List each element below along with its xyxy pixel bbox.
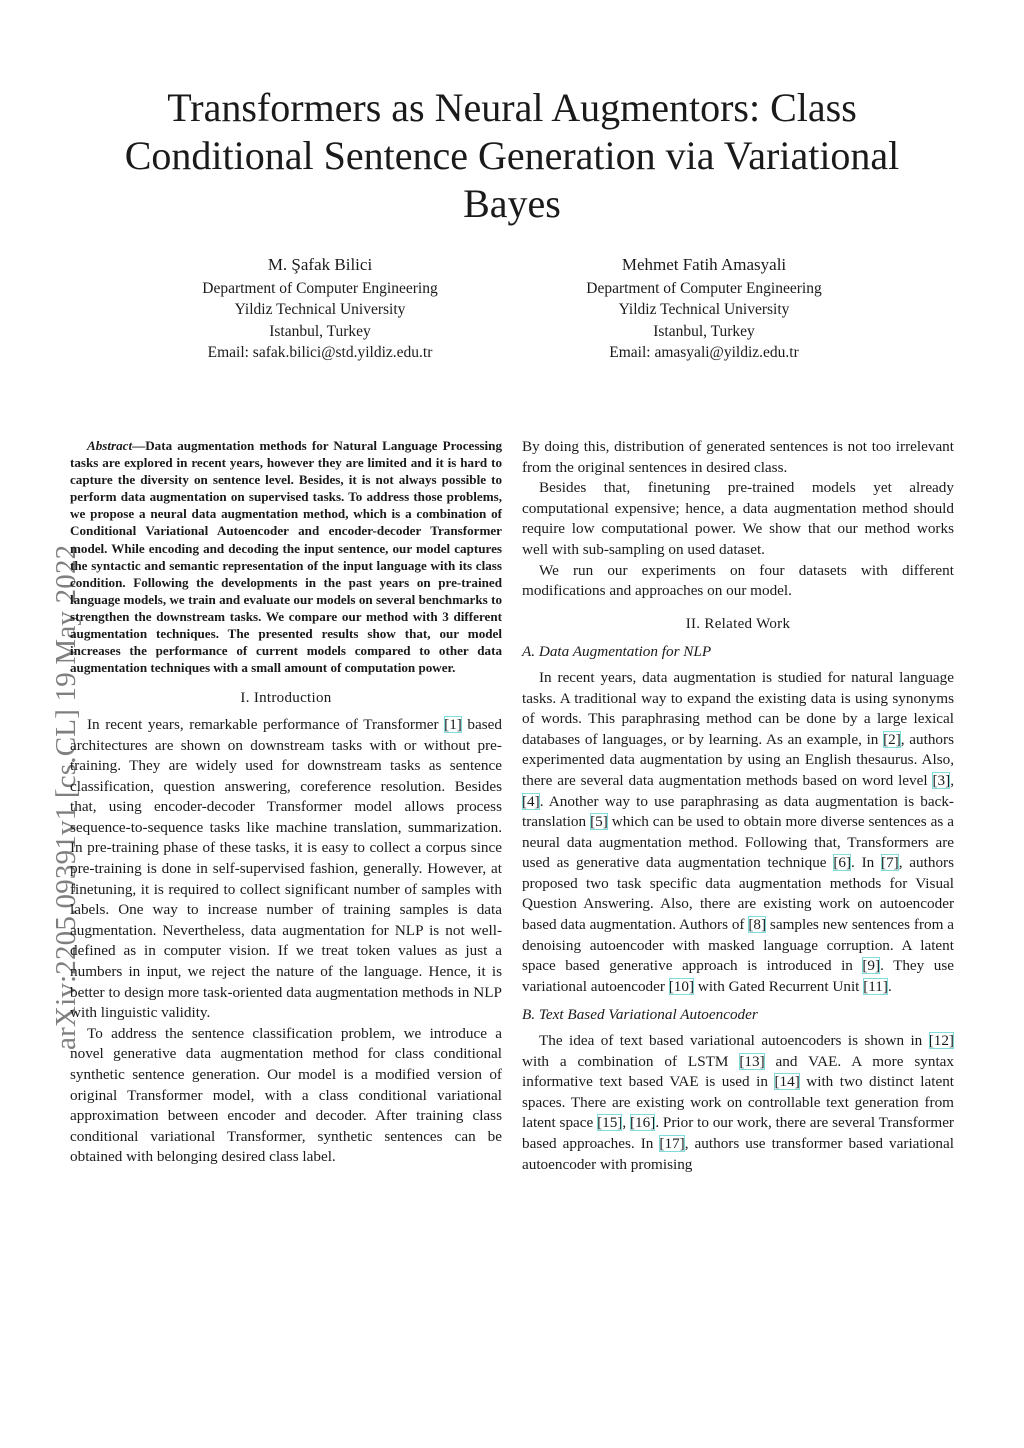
citation-link[interactable]: [7] (881, 854, 899, 872)
citation-link[interactable]: [3] (932, 771, 951, 789)
citation-link[interactable]: [10] (668, 977, 695, 995)
intro-paragraph-5: We run our experiments on four datasets with different modifications and approaches on our model. (522, 561, 954, 600)
author-email: Email: amasyali@yildiz.edu.tr (609, 344, 799, 361)
abstract (70, 437, 502, 676)
citation-link[interactable]: [5] (590, 813, 608, 831)
author-location: Istanbul, Turkey (653, 322, 755, 340)
related-work-paragraph-b: The idea of text based variational autoencoders is shown in [12] with a combination of LSTM [13] and VAE. A more syntax informative text based VAE is used in [14] with two distinct latent spaces. There are existing work on controllable text generation from latent space [15], [16]. Prior to our work, there are several Transformer based approaches. In [17], authors use transformer based variational autoencoder with promising (522, 1032, 955, 1173)
section-heading-introduction: I. Introduction (240, 690, 332, 707)
abstract-label: Abstract (87, 438, 133, 453)
arxiv-identifier-stamp: arXiv:2205.09391v1 [cs.CL] 19 May 2022 (50, 544, 82, 1050)
right-column (522, 437, 954, 1175)
citation-link[interactable]: [12] (928, 1032, 954, 1050)
author-university: Yildiz Technical University (234, 301, 406, 318)
citation-link[interactable]: [13] (739, 1052, 765, 1070)
intro-paragraph-3: By doing this, distribution of generated sentences is not too irrelevant from the original sentences in desired class. (522, 438, 954, 476)
intro-paragraph-4: Besides that, finetuning pre-trained models yet already computational expensive; hence, a data augmentation method should require low computational power. We show that our method works well with sub-sampling on used dataset. (522, 479, 954, 558)
author-name: Mehmet Fatih Amasyali (621, 255, 787, 274)
citation-link[interactable]: [17] (659, 1135, 685, 1152)
subsection-heading-text-vae: B. Text Based Variational Autoencoder (522, 1006, 758, 1024)
author-department: Department of Computer Engineering (586, 279, 822, 297)
citation-link[interactable]: [6] (833, 854, 852, 872)
intro-paragraph-1: In recent years, remarkable performance of Transformer [1] based architectures are shown on downstream tasks with or without pre-training. They are widely used for downstream tasks as sentence classification, question answering, coreference resolution. Besides that, using encoder-decoder Transformer model allows process sequence-to-sequence tasks like machine translation, summarization. In pre-training phase of these tasks, it is easy to collect a corpus since pre-training is done in self-supervised fashion, generally. However, at finetuning, it is required to collect significant number of samples with labels. One way to increase number of training samples is data augmentation. Nevertheless, data augmentation for NLP is not well-defined as in computer vision. If we treat token values as just a numbers in input, we reject the nature of the language. Hence, it is better to design more task-oriented data augmentation methods in NLP with linguistic validity. (70, 715, 502, 1022)
citation-link[interactable]: [2] (883, 730, 901, 748)
citation-link[interactable]: [16] (630, 1114, 656, 1132)
related-work-paragraph-a: In recent years, data augmentation is studied for natural language tasks. A traditional way to expand the existing data is using synonyms of words. This paraphrasing method can be done by a large lexical databases of languages, or by learning. As an example, in [2], authors experimented data augmentation by using an English thesaurus. Also, there are several data augmentation methods based on word level [3], [4]. Another way to use paraphrasing as data augmentation is back-translation [5] which can be used to obtain more diverse sentences as a neural data augmentation method. Following that, Transformers are used as generative data augmentation technique [6]. In [7], authors proposed two task specific data augmentation methods for Visual Question Answering. Also, there are existing work on autoencoder based data augmentation. Authors of [8] samples new sentences from a denoising autoencoder with masked language corruption. A latent space based generative approach is introduced in [9]. They use variational autoencoder [10] with Gated Recurrent Unit [11]. (522, 668, 955, 995)
citation-link[interactable]: [15] (597, 1114, 623, 1132)
section-heading-related-work: II. Related Work (685, 615, 791, 632)
author-university: Yildiz Technical University (618, 301, 790, 318)
citation-link[interactable]: [14] (774, 1073, 800, 1091)
author-block-2 (524, 254, 884, 364)
paper-title: Transformers as Neural Augmentors: Class Conditional Sentence Generation via Variational Bayes (124, 85, 900, 226)
author-location: Istanbul, Turkey (269, 322, 371, 340)
citation-link[interactable]: [9] (862, 957, 881, 975)
author-block-1 (140, 254, 500, 364)
citation-link[interactable]: [11] (863, 977, 888, 995)
author-name: M. Şafak Bilici (267, 255, 373, 274)
subsection-heading-data-augmentation: A. Data Augmentation for NLP (522, 643, 712, 661)
author-email: Email: safak.bilici@std.yildiz.edu.tr (207, 344, 433, 361)
citation-link[interactable]: [4] (522, 792, 540, 810)
author-department: Department of Computer Engineering (202, 279, 438, 297)
intro-paragraph-2: To address the sentence classification problem, we introduce a novel generative data augmentation method for class conditional synthetic sentence generation. Our model is a modified version of original Transformer model, with a class conditional variational approximation between encoder and decoder. After training class conditional variational Transformer, synthetic sentences can be obtained with belonging desired class label. (70, 1024, 502, 1166)
citation-link[interactable]: [1] (444, 715, 462, 733)
citation-link[interactable]: [8] (748, 916, 767, 934)
left-column (70, 437, 502, 1168)
abstract-text: —Data augmentation methods for Natural Language Processing tasks are explored in recent years, however they are limited and it is hard to capture the diversity on sentence level. Besides, it is not always possible to perform data augmentation on supervised tasks. To address those problems, we propose a neural data augmentation method, which is a combination of Conditional Variational Autoencoder and encoder-decoder Transformer model. While encoding and decoding the input sentence, our model captures the syntactic and semantic representation of the input language with its class condition. Following the developments in the past years on pre-trained language models, we train and evaluate our models on several benchmarks to strengthen the downstream tasks. We compare our method with 3 different augmentation techniques. The presented results show that, our model increases the performance of current models compared to other data augmentation techniques with a small amount of computation power. (70, 438, 502, 676)
